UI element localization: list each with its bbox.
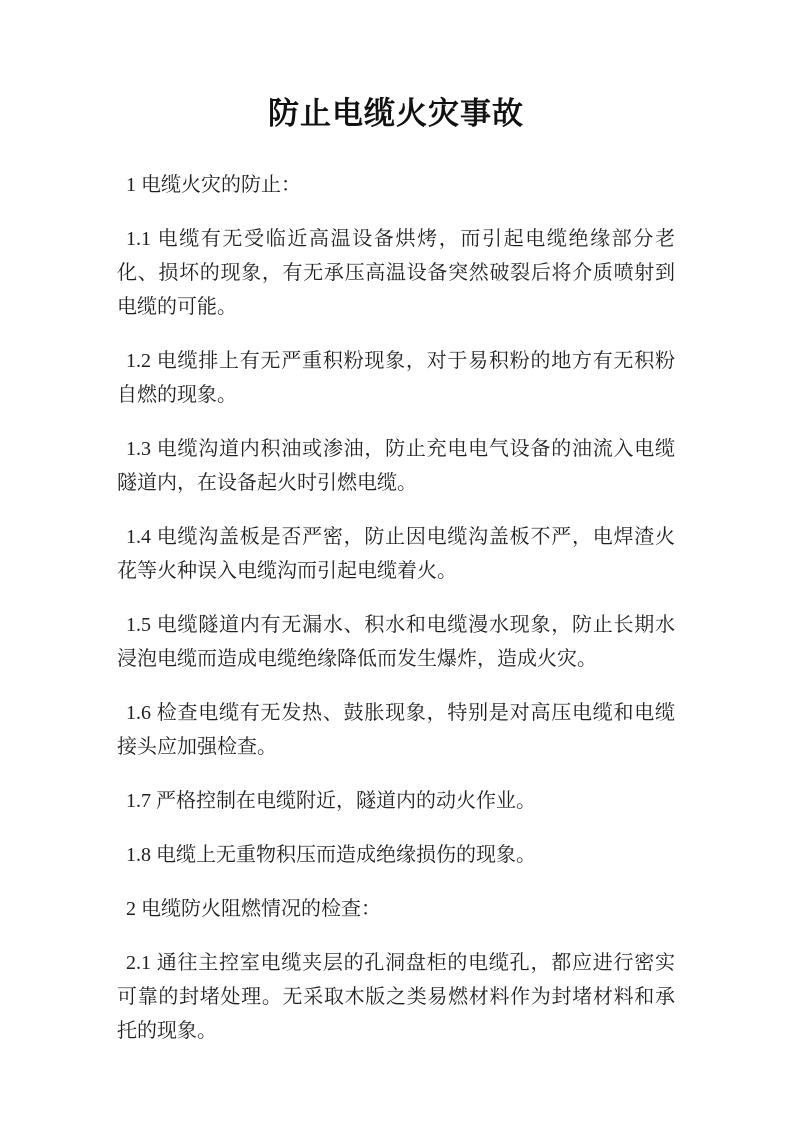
paragraph-1-6: 1.6 检查电缆有无发热、鼓胀现象，特别是对高压电缆和电缆接头应加强检查。	[117, 702, 675, 758]
paragraph-1-1: 1.1 电缆有无受临近高温设备烘烤，而引起电缆绝缘部分老化、损坏的现象，有无承压高温设备突然破裂后将介质喷射到电缆的可能。	[117, 228, 675, 318]
paragraph-1-3: 1.3 电缆沟道内积油或渗油，防止充电电气设备的油流入电缆隧道内，在设备起火时引燃电缆。	[117, 438, 675, 494]
paragraph-1-8: 1.8 电缆上无重物积压而造成绝缘损伤的现象。	[126, 844, 536, 866]
paragraph-1-4: 1.4 电缆沟盖板是否严密，防止因电缆沟盖板不严，电焊渣火花等火种误入电缆沟而引起电缆着火。	[117, 526, 675, 582]
paragraph-1-7: 1.7 严格控制在电缆附近，隧道内的动火作业。	[126, 790, 536, 812]
paragraph-2-1: 2.1 通往主控室电缆夹层的孔洞盘柜的电缆孔，都应进行密实可靠的封堵处理。无采取木版之类易燃材料作为封堵材料和承托的现象。	[117, 952, 675, 1042]
paragraph-1-2: 1.2 电缆排上有无严重积粉现象，对于易积粉的地方有无积粉自燃的现象。	[117, 350, 675, 406]
paragraph-1-5: 1.5 电缆隧道内有无漏水、积水和电缆漫水现象，防止长期水浸泡电缆而造成电缆绝缘降低而发生爆炸，造成火灾。	[117, 614, 675, 670]
paragraph-section-1-heading: 1 电缆火灾的防止：	[126, 174, 301, 196]
document-title: 防止电缆火灾事故	[268, 96, 524, 131]
paragraph-section-2-heading: 2 电缆防火阻燃情况的检查：	[126, 898, 381, 920]
